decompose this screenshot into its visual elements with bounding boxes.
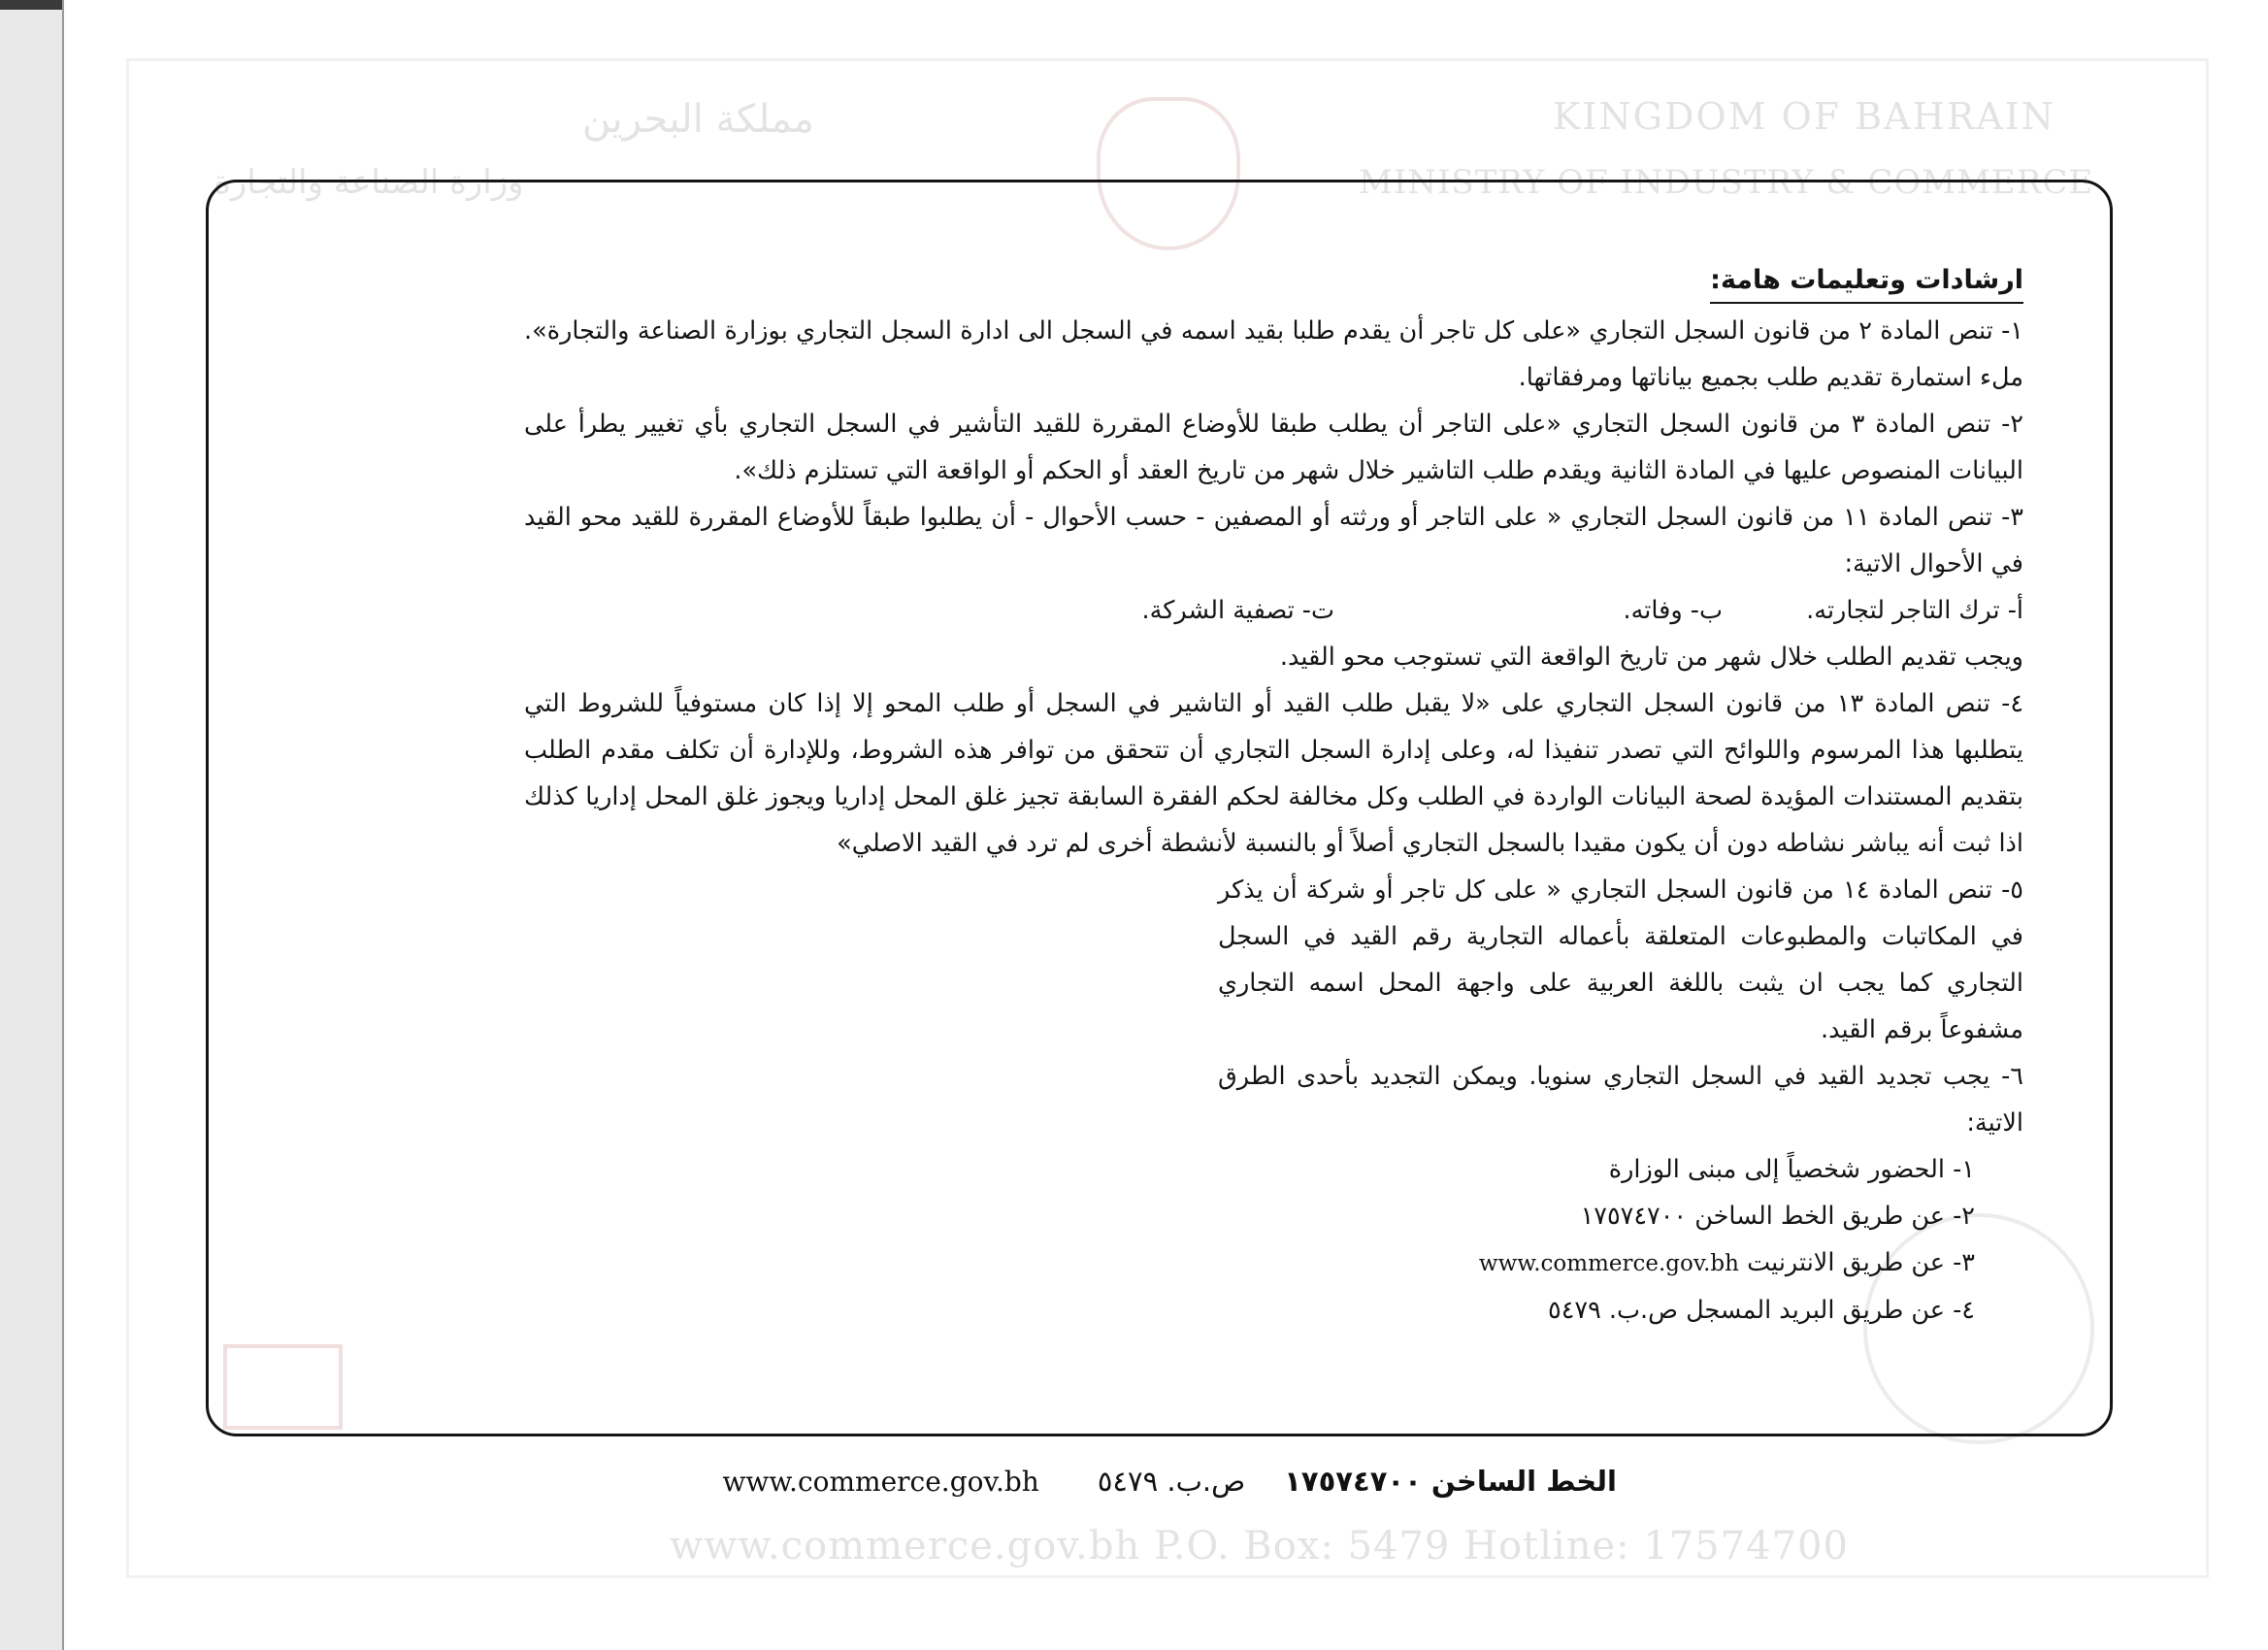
closure-cases-row [524, 587, 2023, 634]
renewal-method-2: ٢- عن طريق الخط الساخن ١٧٥٧٤٧٠٠ [1580, 1202, 1975, 1231]
ghost-english-heading: KINGDOM OF BAHRAIN [1553, 95, 2056, 138]
ghost-footer-line: www.commerce.gov.bh P.O. Box: 5479 Hotline: 17574700 [670, 1524, 1849, 1568]
instruction-item-4: ٤- تنص المادة ١٣ من قانون السجل التجاري على «لا يقبل طلب القيد أو التاشير في السجل أو طلب المحو إلا إذا كان مستوفياً للشروط التي يتطلبها هذا المرسوم واللوائح التي تصدر تنفيذا له، وعلى إدارة السجل التجاري أن تتحقق من توافر هذه الشروط، وللإدارة أن تكلف مقدم الطلب بتقديم المستندات المؤيدة لصحة البيانات الواردة في الطلب وكل مخالفة لحكم الفقرة السابقة تجيز غلق المحل إداريا ويجوز غلق المحل إداريا كذلك اذا ثبت أنه يباشر نشاطه دون أن يكون مقيدا بالسجل التجاري أصلاً أو بالنسبة لأنشطة أخرى لم ترد في القيد الاصلي» [524, 689, 2024, 858]
instruction-item-6: ٦- يجب تجديد القيد في السجل التجاري سنويا. ويمكن التجديد بأحدى الطرق الاتية: [1218, 1062, 2023, 1138]
renewal-method-4: ٤- عن طريق البريد المسجل ص.ب. ٥٤٧٩ [1548, 1296, 1975, 1325]
instruction-item-2: ٢- تنص المادة ٣ من قانون السجل التجاري «على التاجر أن يطلب طبقا للأوضاع المقررة للقيد التأشير في السجل التجاري بأي تغيير يطرأ على البيانات المنصوص عليها في المادة الثانية ويقدم طلب التاشير خلال شهر من تاريخ العقد أو الحكم أو الواقعة التي تستلزم ذلك». [524, 410, 2023, 485]
instruction-item-5: ٥- تنص المادة ١٤ من قانون السجل التجاري « على كل تاجر أو شركة أن يذكر في المكاتبات والمطبوعات المتعلقة بأعماله التجارية رقم القيد في السجل التجاري كما يجب ان يثبت باللغة العربية على واجهة المحل اسمه التجاري مشفوعاً برقم القيد. [1218, 875, 2023, 1044]
case-company-liquidation: ت- تصفية الشركة. [1141, 596, 1334, 625]
ghost-arabic-heading: مملكة البحرين [582, 97, 814, 142]
renewal-method-3-url: www.commerce.gov.bh [1478, 1251, 1739, 1276]
instruction-item-3: ٣- تنص المادة ١١ من قانون السجل التجاري « على التاجر أو ورثته أو المصفين - حسب الأحوال - أن يطلبوا طبقاً للأوضاع المقررة للقيد محو القيد في الأحوال الاتية: [524, 503, 2023, 578]
case-trader-quits: أ- ترك التاجر لتجارته. [1806, 596, 2023, 625]
instructions-heading: ارشادات وتعليمات هامة: [1710, 259, 2023, 304]
renewal-method-3 [524, 1239, 2023, 1287]
case-trader-death: ب- وفاته. [1623, 596, 1723, 625]
scan-edge-top [0, 0, 62, 10]
instruction-item-1: ١- تنص المادة ٢ من قانون السجل التجاري «على كل تاجر أن يقدم طلبا بقيد اسمه في السجل الى ادارة السجل التجاري بوزارة الصناعة والتجارة». ملء استمارة تقديم طلب بجميع بياناتها ومرفقاتها. [524, 316, 2023, 392]
renewal-method-3-label: ٣- عن طريق الانترنيت [1747, 1248, 1975, 1277]
contact-footer [695, 1452, 1617, 1510]
instructions-content [524, 257, 2023, 1334]
ghost-arabic-subheading: وزارة الصناعة والتجارة [214, 163, 524, 202]
footer-hotline: الخط الساخن ١٧٥٧٤٧٠٠ [1284, 1465, 1617, 1498]
footer-pobox: ص.ب. ٥٤٧٩ [1097, 1465, 1246, 1498]
ghost-english-subheading: MINISTRY OF INDUSTRY & COMMERCE [1359, 163, 2094, 202]
renewal-method-1: ١- الحضور شخصياً إلى مبنى الوزارة [1608, 1155, 1975, 1184]
footer-website: www.commerce.gov.bh [722, 1465, 1039, 1498]
instruction-item-3-note: ويجب تقديم الطلب خلال شهر من تاريخ الواقعة التي تستوجب محو القيد. [1279, 643, 2023, 672]
